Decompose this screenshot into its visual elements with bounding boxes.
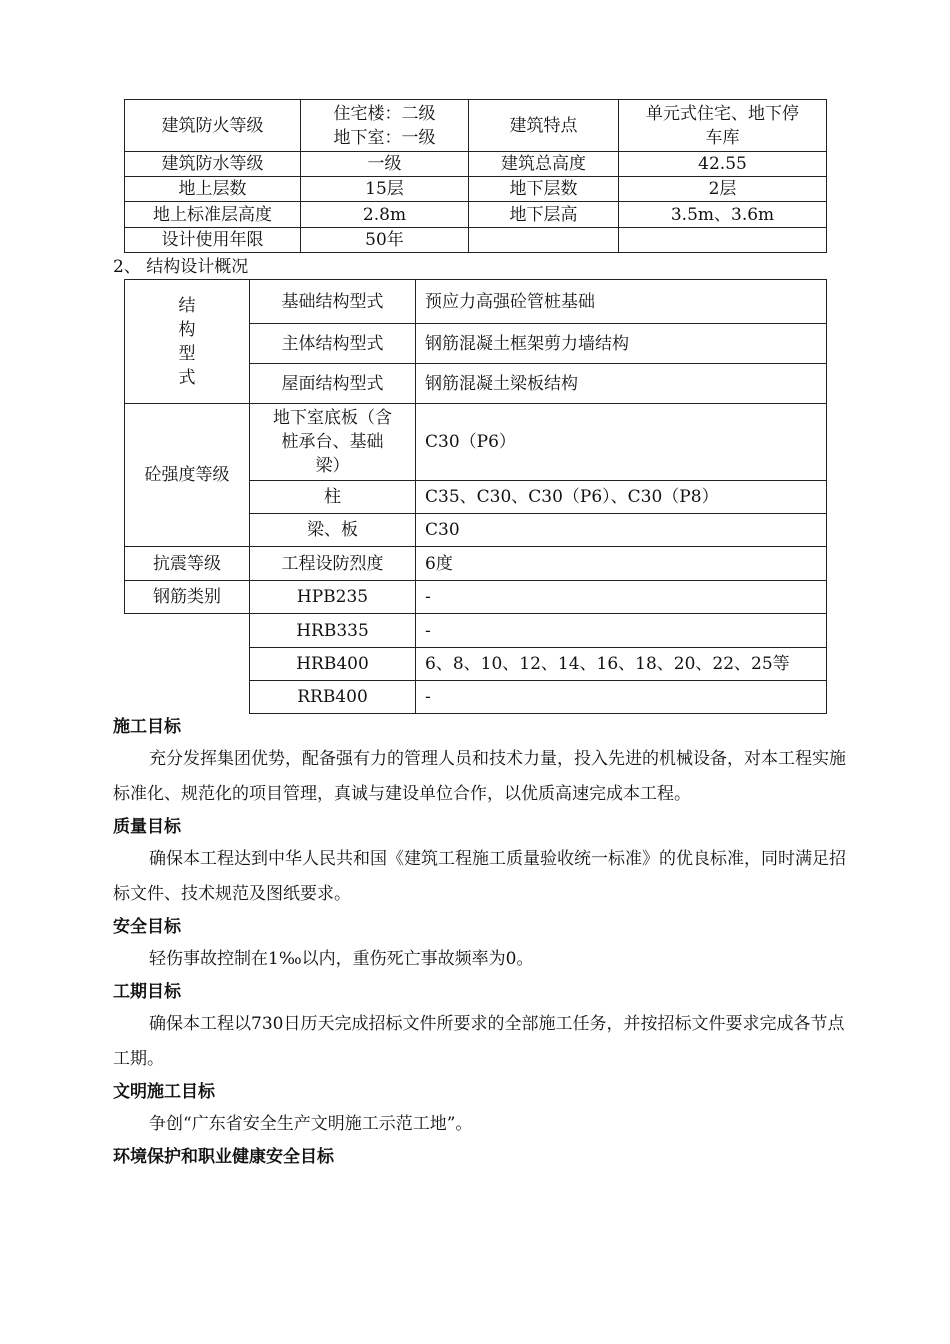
table-row xyxy=(125,581,827,614)
paragraph: 轻伤事故控制在1‰以内，重伤死亡事故频率为0。 xyxy=(149,949,534,969)
paragraph: 确保本工程达到中华人民共和国《建筑工程施工质量验收统一标准》的优良标准，同时满足招标文件、技术规范及图纸要求。 xyxy=(113,849,846,904)
table-row xyxy=(125,614,827,648)
table-row xyxy=(125,681,827,714)
building-overview-table xyxy=(124,99,827,253)
table-cell: 建筑防水等级 xyxy=(125,152,301,177)
table-cell: C30（P6） xyxy=(416,404,827,481)
structure-form-label xyxy=(125,280,250,404)
table-row xyxy=(125,547,827,581)
cell-line: 梁） xyxy=(315,456,350,476)
table-cell: 工程设防烈度 xyxy=(250,547,416,581)
table-cell xyxy=(619,228,827,253)
table-row xyxy=(125,648,827,681)
table-cell: C30 xyxy=(416,514,827,547)
cell-line: 地下室底板（含 xyxy=(273,408,392,428)
table-cell: 设计使用年限 xyxy=(125,228,301,253)
section-heading: 安全目标 xyxy=(113,917,181,937)
table-row xyxy=(125,100,827,152)
table-cell: 一级 xyxy=(301,152,469,177)
table-cell: 建筑特点 xyxy=(469,100,619,152)
table-cell: 主体结构型式 xyxy=(250,324,416,364)
section-heading: 工期目标 xyxy=(113,982,181,1002)
section-heading: 文明施工目标 xyxy=(113,1082,215,1102)
table-cell: 6、8、10、12、14、16、18、20、22、25等 xyxy=(416,648,827,681)
table-row xyxy=(125,202,827,228)
table-cell: 3.5m、3.6m xyxy=(619,202,827,228)
table-cell: 建筑防火等级 xyxy=(125,100,301,152)
table-cell: HRB400 xyxy=(250,648,416,681)
table-cell: HPB235 xyxy=(250,581,416,614)
table-cell: 6度 xyxy=(416,547,827,581)
section-heading: 环境保护和职业健康安全目标 xyxy=(113,1147,334,1167)
section-heading: 质量目标 xyxy=(113,817,181,837)
table-cell: 钢筋混凝土梁板结构 xyxy=(416,364,827,404)
table-cell: - xyxy=(416,681,827,714)
table-cell: 钢筋混凝土框架剪力墙结构 xyxy=(416,324,827,364)
cell-line: 结 xyxy=(178,295,196,316)
table-cell: 地上标准层高度 xyxy=(125,202,301,228)
paragraph: 争创“广东省安全生产文明施工示范工地”。 xyxy=(149,1114,473,1134)
cell-line: 住宅楼：二级 xyxy=(333,103,436,124)
table-cell: 地上层数 xyxy=(125,177,301,202)
table-cell: 15层 xyxy=(301,177,469,202)
paragraph: 充分发挥集团优势，配备强有力的管理人员和技术力量，投入先进的机械设备，对本工程实施标准化、规范化的项目管理，真诚与建设单位合作，以优质高速完成本工程。 xyxy=(113,749,846,804)
table-cell: 钢筋类别 xyxy=(125,581,250,614)
table-cell: 预应力高强砼管桩基础 xyxy=(416,280,827,324)
cell-line: 构 xyxy=(178,319,196,340)
cell-line: 单元式住宅、地下停 xyxy=(646,103,799,124)
table-cell: 柱 xyxy=(250,481,416,514)
table-row xyxy=(125,280,827,324)
structure-design-table xyxy=(124,279,827,714)
section-heading: 施工目标 xyxy=(113,717,181,737)
table-cell: 2.8m xyxy=(301,202,469,228)
body-text xyxy=(113,712,853,1172)
table-cell: C35、C30、C30（P6）、C30（P8） xyxy=(416,481,827,514)
empty-cell xyxy=(125,614,250,648)
table-cell xyxy=(301,100,469,152)
section-heading: 2、 结构设计概况 xyxy=(113,257,249,277)
table-cell: RRB400 xyxy=(250,681,416,714)
table-row xyxy=(125,177,827,202)
cell-line: 式 xyxy=(178,367,196,388)
table-cell: 地下层数 xyxy=(469,177,619,202)
table-cell: 2层 xyxy=(619,177,827,202)
cell-line: 桩承台、基础 xyxy=(281,432,384,452)
table-cell: HRB335 xyxy=(250,614,416,648)
table-row xyxy=(125,404,827,481)
table-cell: 梁、板 xyxy=(250,514,416,547)
table-cell: 建筑总高度 xyxy=(469,152,619,177)
concrete-grade-label: 砼强度等级 xyxy=(125,404,250,547)
paragraph: 确保本工程以730日历天完成招标文件所要求的全部施工任务，并按招标文件要求完成各节点工期。 xyxy=(113,1014,845,1069)
cell-line: 型 xyxy=(178,343,196,364)
table-cell xyxy=(250,404,416,481)
table-cell: 抗震等级 xyxy=(125,547,250,581)
table-cell: 屋面结构型式 xyxy=(250,364,416,404)
table-cell xyxy=(619,100,827,152)
table-cell: 基础结构型式 xyxy=(250,280,416,324)
table-cell: 地下层高 xyxy=(469,202,619,228)
table-cell xyxy=(469,228,619,253)
table-row xyxy=(125,228,827,253)
cell-line: 地下室：一级 xyxy=(333,127,436,148)
empty-cell xyxy=(125,648,250,681)
table-cell: - xyxy=(416,581,827,614)
empty-cell xyxy=(125,681,250,714)
table-cell: 50年 xyxy=(301,228,469,253)
cell-line: 车库 xyxy=(705,127,740,148)
table-cell: 42.55 xyxy=(619,152,827,177)
table-row xyxy=(125,152,827,177)
table-cell: - xyxy=(416,614,827,648)
